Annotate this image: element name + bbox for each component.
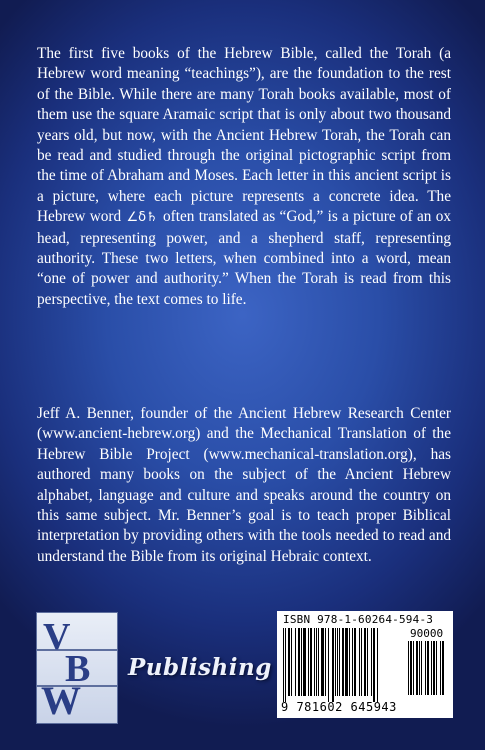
publisher-logo [36, 612, 272, 723]
hebrew-word-el: ∠δ♄ [126, 210, 158, 226]
paragraph-text-start: The first five books of the Hebrew Bible, called the Torah (a Hebrew word meaning “teachings”), are the foundation to the rest of the Bible. While there are many Torah books available, most of them use the square Aramaic script that is only about two thousand years old, but now, with the Ancient Hebrew Torah, the Torah can be read and studied through the original pictographic script from the time of Abraham and Moses. Each letter in this ancient script is a picture, where each picture represents a concrete idea. The Hebrew word [37, 45, 451, 226]
author-bio-paragraph: Jeff A. Benner, founder of the Ancient Hebrew Research Center (www.ancient-hebrew.org) and the Mechanical Translation of the Hebrew Bible Project (www.mechanical-translation.org), has authored many books on the subject of the Ancient Hebrew alphabet, language and culture and speaks around the country on this same subject. Mr. Benner’s goal is to teach proper Biblical interpretation by providing others with the tools needed to read and understand the Bible from its original Hebraic context. [37, 405, 451, 565]
torah-description-paragraph [37, 44, 451, 310]
logo-letter-b: B [65, 648, 91, 690]
paragraph-text-end: often translated as “God,” is a picture of an ox head, representing power, and a shepherd staff, representing authority. These two letters, when combined into a word, mean “one of power and authority.” When the Torah is read from this perspective, the text comes to life. [37, 208, 451, 308]
ean-barcode-bars [283, 628, 403, 702]
isbn-label: ISBN 978-1-60264-594-3 [283, 613, 434, 626]
barcode-digits: 9 781602 645943 [281, 700, 397, 714]
logo-letter-w: W [41, 678, 81, 723]
publishing-wordmark: Publishing [128, 654, 272, 681]
logo-letter-v: V [43, 616, 71, 658]
price-code: 90000 [410, 627, 444, 640]
addon-barcode-bars [408, 641, 450, 701]
vbw-logo-mark [36, 612, 118, 724]
isbn-barcode [277, 611, 453, 718]
